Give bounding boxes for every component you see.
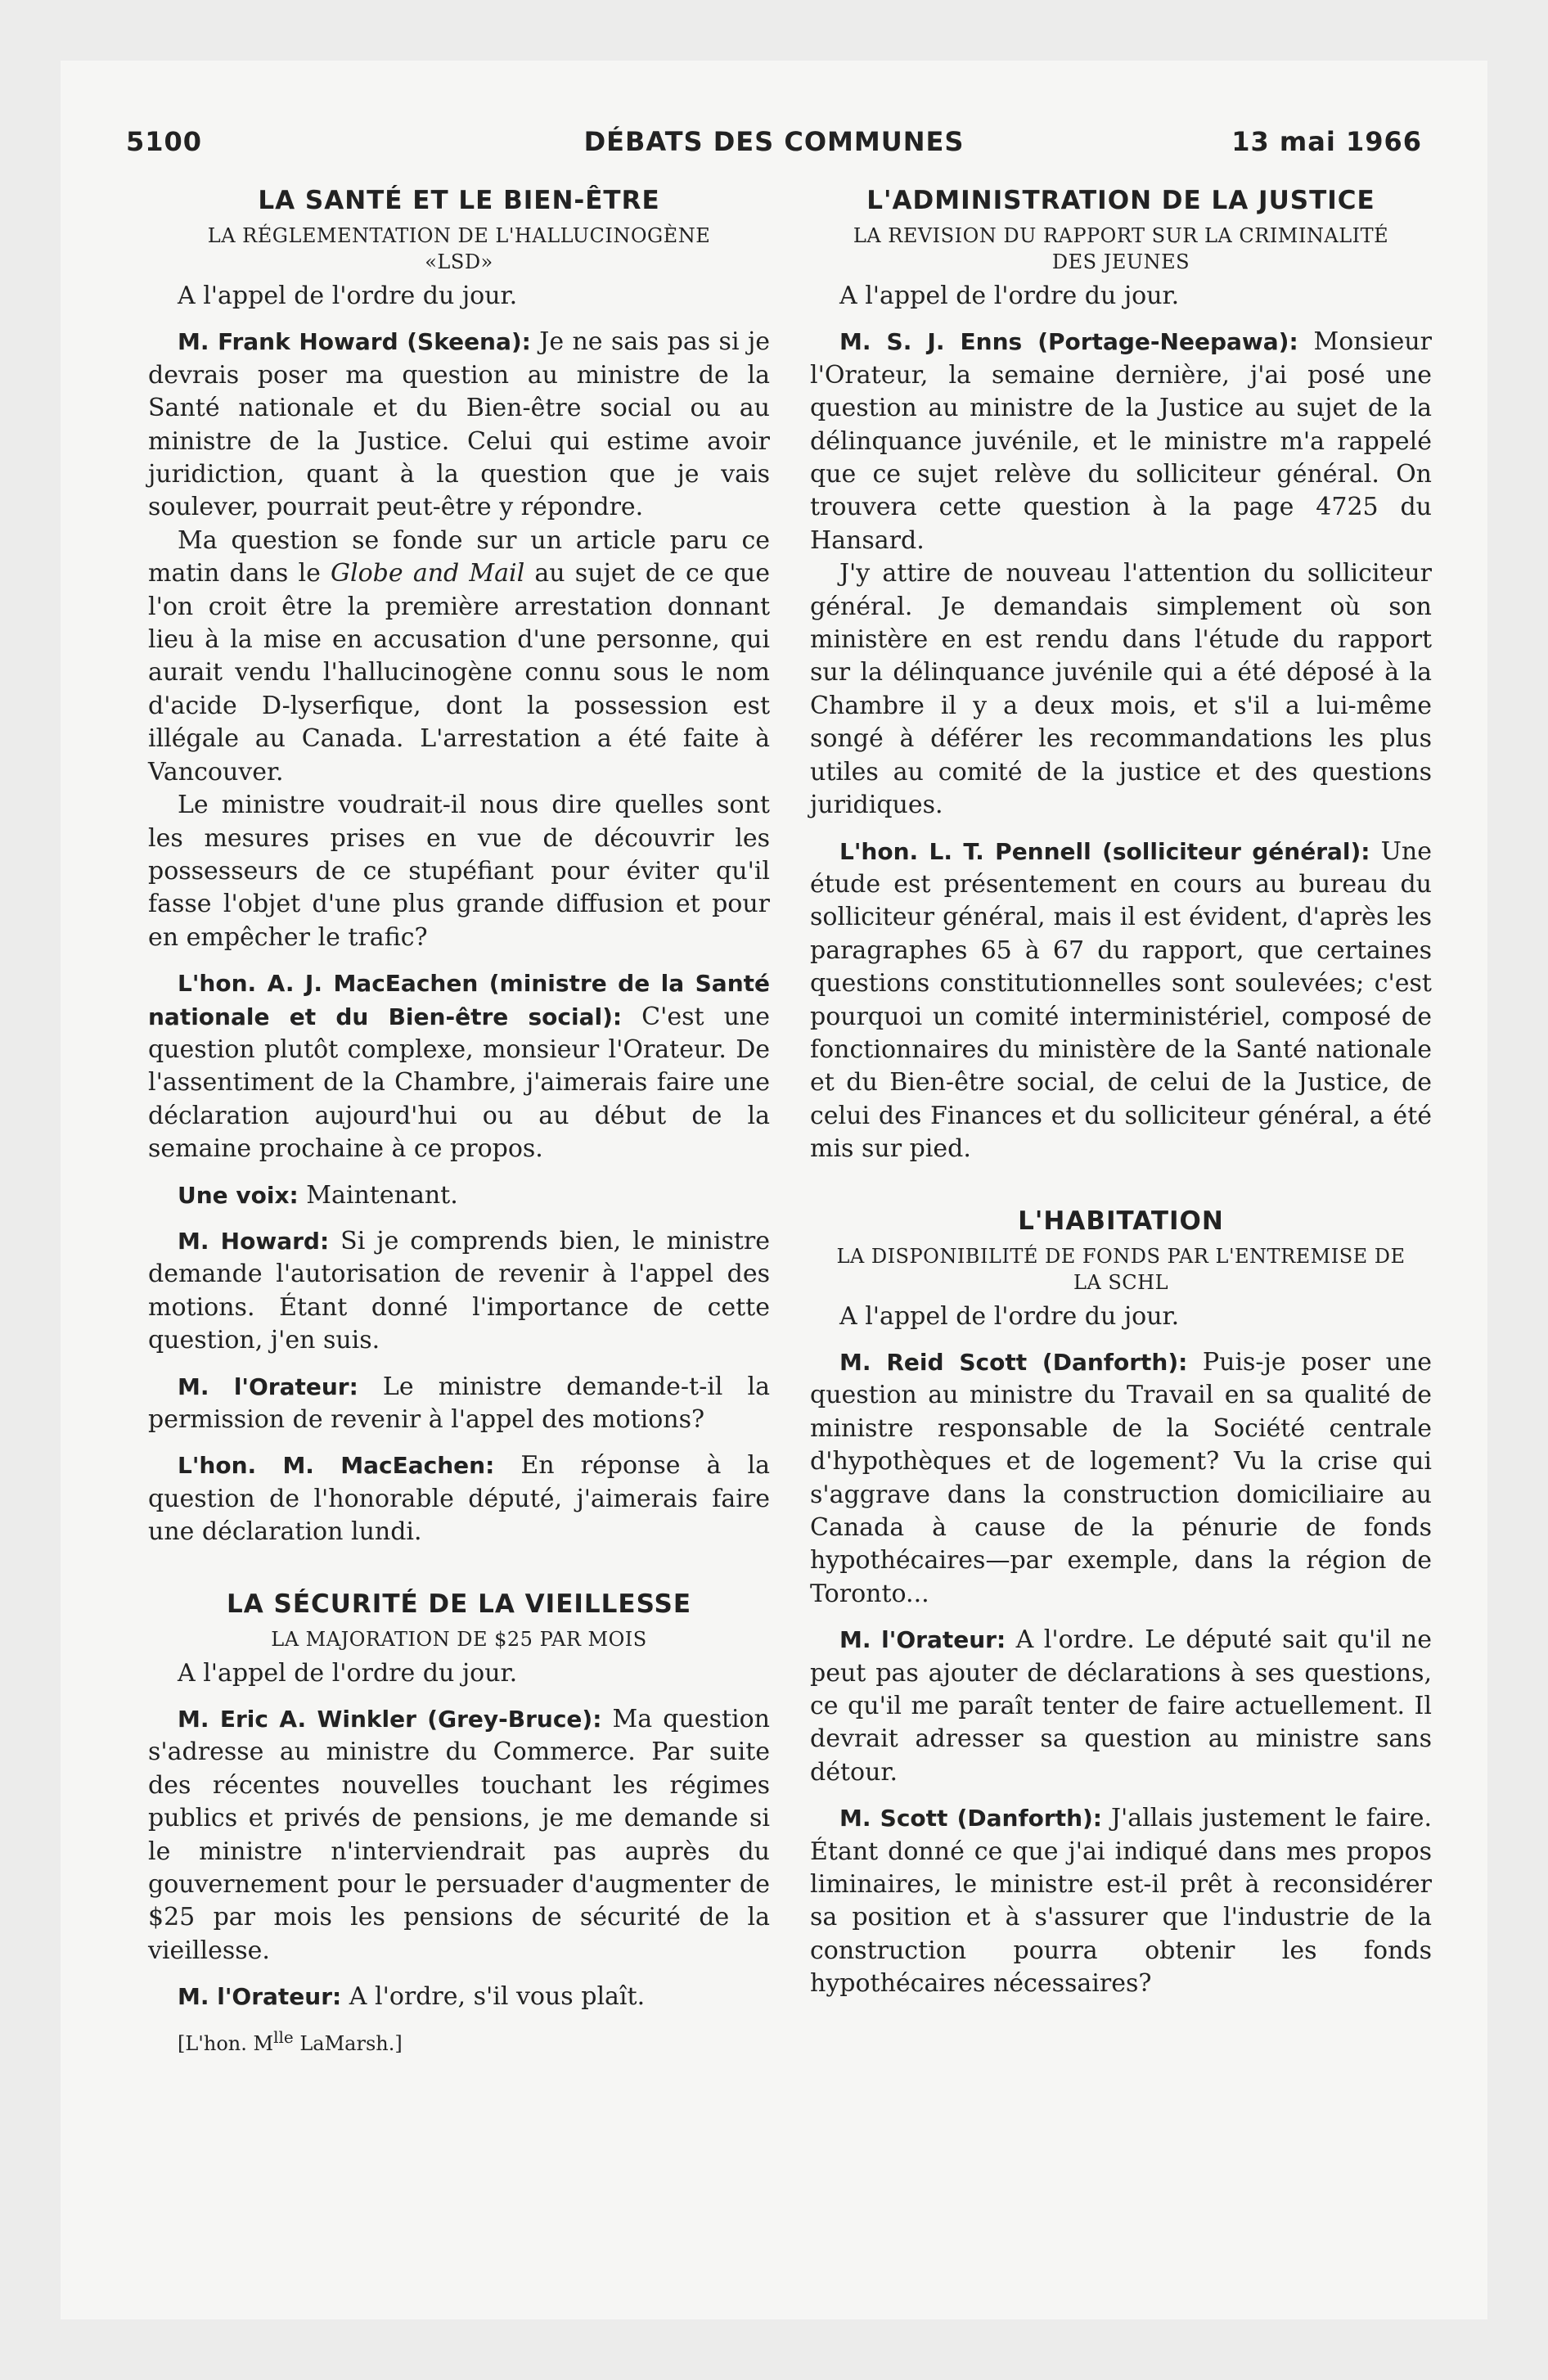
speech-paragraph [148,1981,770,2013]
speech-text: Je ne sais pas si je devrais poser ma question au ministre de la Santé nationale et du Bien-être social ou au ministre de la Justice. Celui qui estime avoir juridiction, quant à la question que je vais soulever, pourrait peut-être y répondre. [148,327,771,522]
newspaper-name: Globe and Mail [331,559,525,588]
section-subtitle: LA DISPONIBILITÉ DE FONDS PAR L'ENTREMISE DE LA SCHL [836,1244,1406,1294]
speech-text: En réponse à la question de l'honorable député, j'aimerais faire une déclaration lundi. [148,1451,770,1547]
speech-text: Le ministre demande-t-il la permission de revenir à l'appel des motions? [148,1372,770,1434]
section-subtitle: LA RÉGLEMENTATION DE L'HALLUCINOGÈNE «LSD» [207,224,711,273]
right-column [810,183,1432,2001]
speaker-name: M. l'Orateur: [178,1373,358,1400]
page-date: 13 mai 1966 [1231,126,1422,157]
speech-paragraph [810,1802,1432,2000]
speech-text: A l'ordre, s'il vous plaît. [341,1982,646,2012]
section-title: L'HABITATION [1018,1206,1224,1236]
speech-paragraph [148,1371,770,1437]
speech-paragraph [810,326,1432,557]
speaker-name: M. l'Orateur: [178,1983,342,2011]
note-text: [L'hon. M [178,2031,274,2055]
speech-text: Si je comprends bien, le ministre demande l'autorisation de revenir à l'appel des motions. Étant donné l'importance de cette question, j'en suis. [148,1226,770,1355]
speech-text: Monsieur l'Orateur, la semaine dernière, j'ai posé une question au ministre de la Justice au sujet de la délinquance juvénile, et le ministre m'a rappelé que ce sujet relève du solliciteur général. On trouvera cette question à la page 4725 du Hansard. [810,327,1432,555]
speech-paragraph [148,1449,770,1548]
speaker-name: L'hon. A. J. MacEachen (ministre de la Santé nationale et du Bien-être social): [148,970,770,1030]
speech-text: C'est une question plutôt complexe, monsieur l'Orateur. De l'assentiment de la Chambre, j'aimerais faire une déclaration aujourd'hui ou au début de la semaine prochaine à ce propos. [148,1002,770,1164]
section-subtitle: LA MAJORATION DE $25 PAR MOIS [271,1627,647,1651]
order-of-day: A l'appel de l'ordre du jour. [178,1658,518,1688]
speaker-name: M. Eric A. Winkler (Grey-Bruce): [178,1706,602,1733]
note-superscript: lle [273,2026,294,2047]
speech-text: A l'ordre. Le député sait qu'il ne peut pas ajouter de déclarations à ses questions, ce qu'il me paraît tenter de faire actuellement. Il devrait adresser sa question au ministre sans détour. [810,1625,1432,1787]
page-number: 5100 [126,126,203,157]
speaker-name: Une voix: [178,1181,299,1209]
speech-text: Maintenant. [298,1180,458,1210]
speaker-name: M. Howard: [178,1227,330,1255]
speech-text: au sujet de ce que l'on croit être la première arrestation donnant lieu à la mise en accusation d'une personne, qui aurait vendu l'hallucinogène connu sous le nom d'acide D-lyserfique, dont la possession est illégale au Canada. L'arrestation a été faite à Vancouver. [148,559,771,787]
speech-paragraph: J'y attire de nouveau l'attention du solliciteur général. Je demandais simplement où son ministère en est rendu dans l'étude du rapport sur la délinquance juvénile qui a été déposé à la Chambre il y a deux mois, et s'il a lui-même songé à déférer les recommandations les plus utiles au comité de la justice et des questions juridiques. [810,559,1432,820]
note-text: LaMarsh.] [293,2031,403,2055]
speaker-name: M. S. J. Enns (Portage-Neepawa): [839,328,1298,356]
speech-text: Ma question se fonde sur un article paru ce matin dans le [148,525,770,588]
speech-paragraph [148,1179,770,1212]
speaker-name: M. l'Orateur: [839,1626,1006,1654]
speech-paragraph [148,967,770,1165]
speaker-name: L'hon. M. MacEachen: [178,1452,495,1480]
speech-paragraph: Le ministre voudrait-il nous dire quelles sont les mesures prises en vue de découvrir les possesseurs de ce stupéfiant pour éviter qu'il fasse l'objet d'une plus grande diffusion et pour en empêcher le trafic? [148,791,770,952]
speech-text: J'allais justement le faire. Étant donné ce que j'ai indiqué dans mes propos liminaires, le ministre est-il prêt à reconsidérer sa position et à s'assurer que l'industrie de la construction pourra obtenir les fonds hypothécaires nécessaires? [810,1804,1432,1999]
speech-paragraph [148,1225,770,1358]
speaker-name: L'hon. L. T. Pennell (solliciteur général): [839,837,1370,865]
chair-note [148,2021,770,2060]
speaker-name: M. Frank Howard (Skeena): [178,328,531,356]
speech-paragraph [148,326,770,524]
section-subtitle: LA REVISION DU RAPPORT SUR LA CRIMINALITÉ DES JEUNES [853,224,1389,273]
speech-text: Ma question s'adresse au ministre du Commerce. Par suite des récentes nouvelles touchant les régimes publics et privés de pensions, je me demande si le ministre n'interviendrait pas auprès du gouvernement pour le persuader d'augmenter de $25 par mois les pensions de sécurité de la vieillesse. [148,1705,770,1965]
publication-title: DÉBATS DES COMMUNES [583,126,965,157]
section-title: LA SANTÉ ET LE BIEN-ÊTRE [258,186,660,215]
speech-paragraph [810,1624,1432,1789]
speaker-name: M. Reid Scott (Danforth): [839,1348,1188,1376]
speech-paragraph [148,1703,770,1968]
speech-paragraph [148,525,770,789]
speech-paragraph [810,1346,1432,1611]
speech-text: Une étude est présentement en cours au bureau du solliciteur général, mais il est évident, d'après les paragraphes 65 à 67 du rapport, que certaines questions constitutionnelles sont soulevées; c'est pourquoi un comité interministériel, composé de fonctionnaires du ministère de la Santé nationale et du Bien-être social, de celui de la Justice, de celui des Finances et du solliciteur général, a été mis sur pied. [810,836,1432,1164]
speech-paragraph [810,836,1432,1166]
section-title: L'ADMINISTRATION DE LA JUSTICE [866,186,1375,215]
order-of-day: A l'appel de l'ordre du jour. [178,282,518,310]
section-title: LA SÉCURITÉ DE LA VIEILLESSE [226,1589,692,1619]
page [61,61,1487,2319]
speaker-name: M. Scott (Danforth): [839,1805,1102,1832]
order-of-day: A l'appel de l'ordre du jour. [839,1301,1180,1331]
left-column [148,183,770,2060]
page-header [126,126,1422,175]
speech-text: Puis-je poser une question au ministre du Travail en sa qualité de ministre responsable de la Société centrale d'hypothèques et de logement? Vu la crise qui s'aggrave dans la construction domiciliaire au Canada à cause de la pénurie de fonds hypothécaires—par exemple, dans la région de Toronto... [810,1347,1432,1608]
order-of-day: A l'appel de l'ordre du jour. [839,282,1180,310]
